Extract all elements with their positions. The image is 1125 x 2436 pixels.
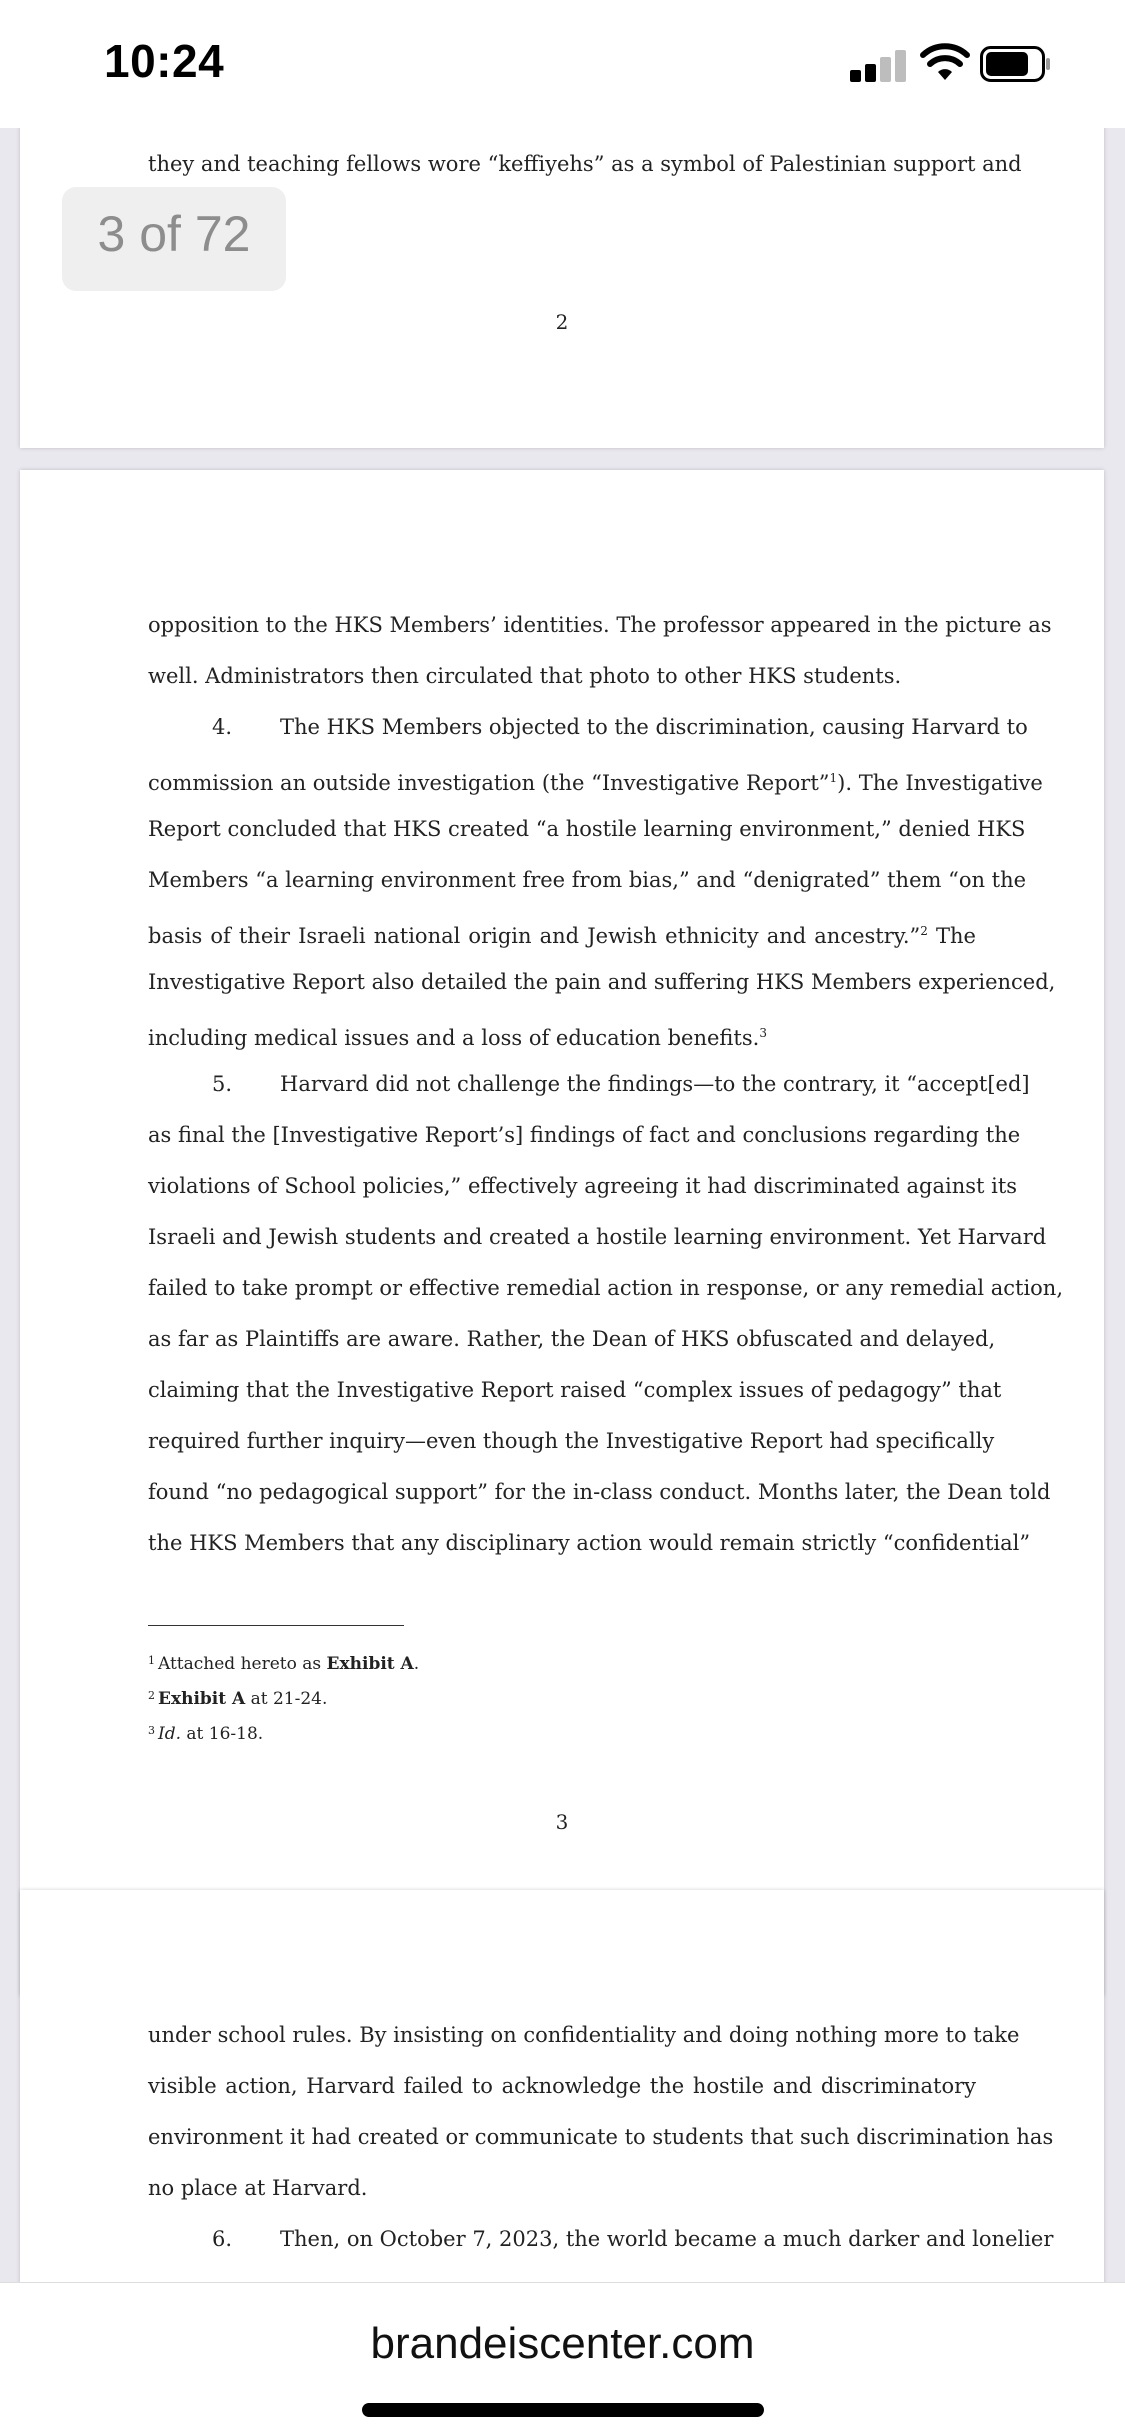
document-viewer[interactable] <box>0 128 1125 2283</box>
text-line: basis of their Israeli national origin and Jewish ethnicity and ancestry.”$^2$ The <box>148 924 976 948</box>
text-line: no place at Harvard. <box>148 2176 368 2200</box>
page-number: 3 <box>555 1810 569 1834</box>
page-indicator-text: 3 of 72 <box>97 206 251 262</box>
text-line: as final the [Investigative Report’s] findings of fact and conclusions regarding the <box>148 1123 1021 1147</box>
url-domain[interactable]: brandeiscenter.com <box>370 2319 755 2368</box>
text-line: the HKS Members that any disciplinary action would remain strictly “confidential” <box>148 1531 1031 1555</box>
footnote: $^1$ Attached hereto as Exhibit A. <box>148 1654 420 1674</box>
footnote-ref[interactable]: 1 <box>829 771 838 785</box>
text-line: under school rules. By insisting on confidentiality and doing nothing more to take <box>148 2023 1020 2047</box>
footnote-ref[interactable]: 3 <box>759 1026 767 1040</box>
paragraph-4-line: 4. The HKS Members objected to the discrimination, causing Harvard to <box>148 702 976 753</box>
footnote: $^3$ Id. at 16-18. <box>148 1724 264 1744</box>
pdf-page-3 <box>20 470 1104 1996</box>
text-line: Investigative Report also detailed the pain and suffering HKS Members experienced, <box>148 970 1056 994</box>
footnote-list <box>148 1645 419 1750</box>
text-line: Members “a learning environment free from bias,” and “denigrated” them “on the <box>148 868 1027 892</box>
footnote-ref[interactable]: 2 <box>920 924 928 938</box>
home-indicator[interactable] <box>362 2403 764 2417</box>
footnote-divider <box>148 1625 404 1626</box>
paragraph <box>148 2010 1054 2265</box>
text-line: well. Administrators then circulated that photo to other HKS students. <box>148 664 902 688</box>
paragraph-number: 6. <box>212 2227 233 2251</box>
status-time: 10:24 <box>104 35 225 87</box>
footnote: $^2$ Exhibit A at 21-24. <box>148 1689 328 1709</box>
text-line: including medical issues and a loss of education benefits.$^3$ <box>148 1026 767 1050</box>
text-line: as far as Plaintiffs are aware. Rather, the Dean of HKS obfuscated and delayed, <box>148 1327 996 1351</box>
text-line: visible action, Harvard failed to acknowledge the hostile and discriminatory <box>148 2074 976 2098</box>
paragraph-number: 4. <box>212 715 233 739</box>
address-bar[interactable] <box>0 2282 1125 2436</box>
wifi-icon <box>920 44 970 82</box>
cellular-signal-icon <box>850 48 906 82</box>
text-line: violations of School policies,” effectively agreeing it had discriminated against its <box>148 1174 1018 1198</box>
page-number: 2 <box>555 310 569 334</box>
paragraph-5-line: 5. Harvard did not challenge the findings—to the contrary, it “accept[ed] <box>148 1059 976 1110</box>
text-line: required further inquiry—even though the Investigative Report had specifically <box>148 1429 995 1453</box>
text-line: Israeli and Jewish students and created a hostile learning environment. Yet Harvard <box>148 1225 1047 1249</box>
status-bar <box>0 0 1125 128</box>
text-line: found “no pedagogical support” for the in-class conduct. Months later, the Dean told <box>148 1480 1051 1504</box>
text-line: Report concluded that HKS created “a hostile learning environment,” denied HKS <box>148 817 1026 841</box>
text-line: opposition to the HKS Members’ identities. The professor appeared in the picture as <box>148 613 1052 637</box>
paragraph-number: 5. <box>212 1072 233 1096</box>
paragraph <box>148 600 1064 1569</box>
text-line: environment it had created or communicate to students that such discrimination has <box>148 2125 1054 2149</box>
battery-icon <box>980 46 1052 82</box>
text-line: claiming that the Investigative Report raised “complex issues of pedagogy” that <box>148 1378 1002 1402</box>
text-line: they and teaching fellows wore “keffiyehs” as a symbol of Palestinian support and <box>148 152 1022 176</box>
text-line: failed to take prompt or effective remedial action in response, or any remedial action, <box>148 1276 1064 1300</box>
paragraph-6-line: 6. Then, on October 7, 2023, the world became a much darker and lonelier <box>148 2214 976 2265</box>
page-indicator <box>62 187 286 291</box>
text-line: commission an outside investigation (the “Investigative Report”$^1$). The Investigative <box>148 771 1043 795</box>
